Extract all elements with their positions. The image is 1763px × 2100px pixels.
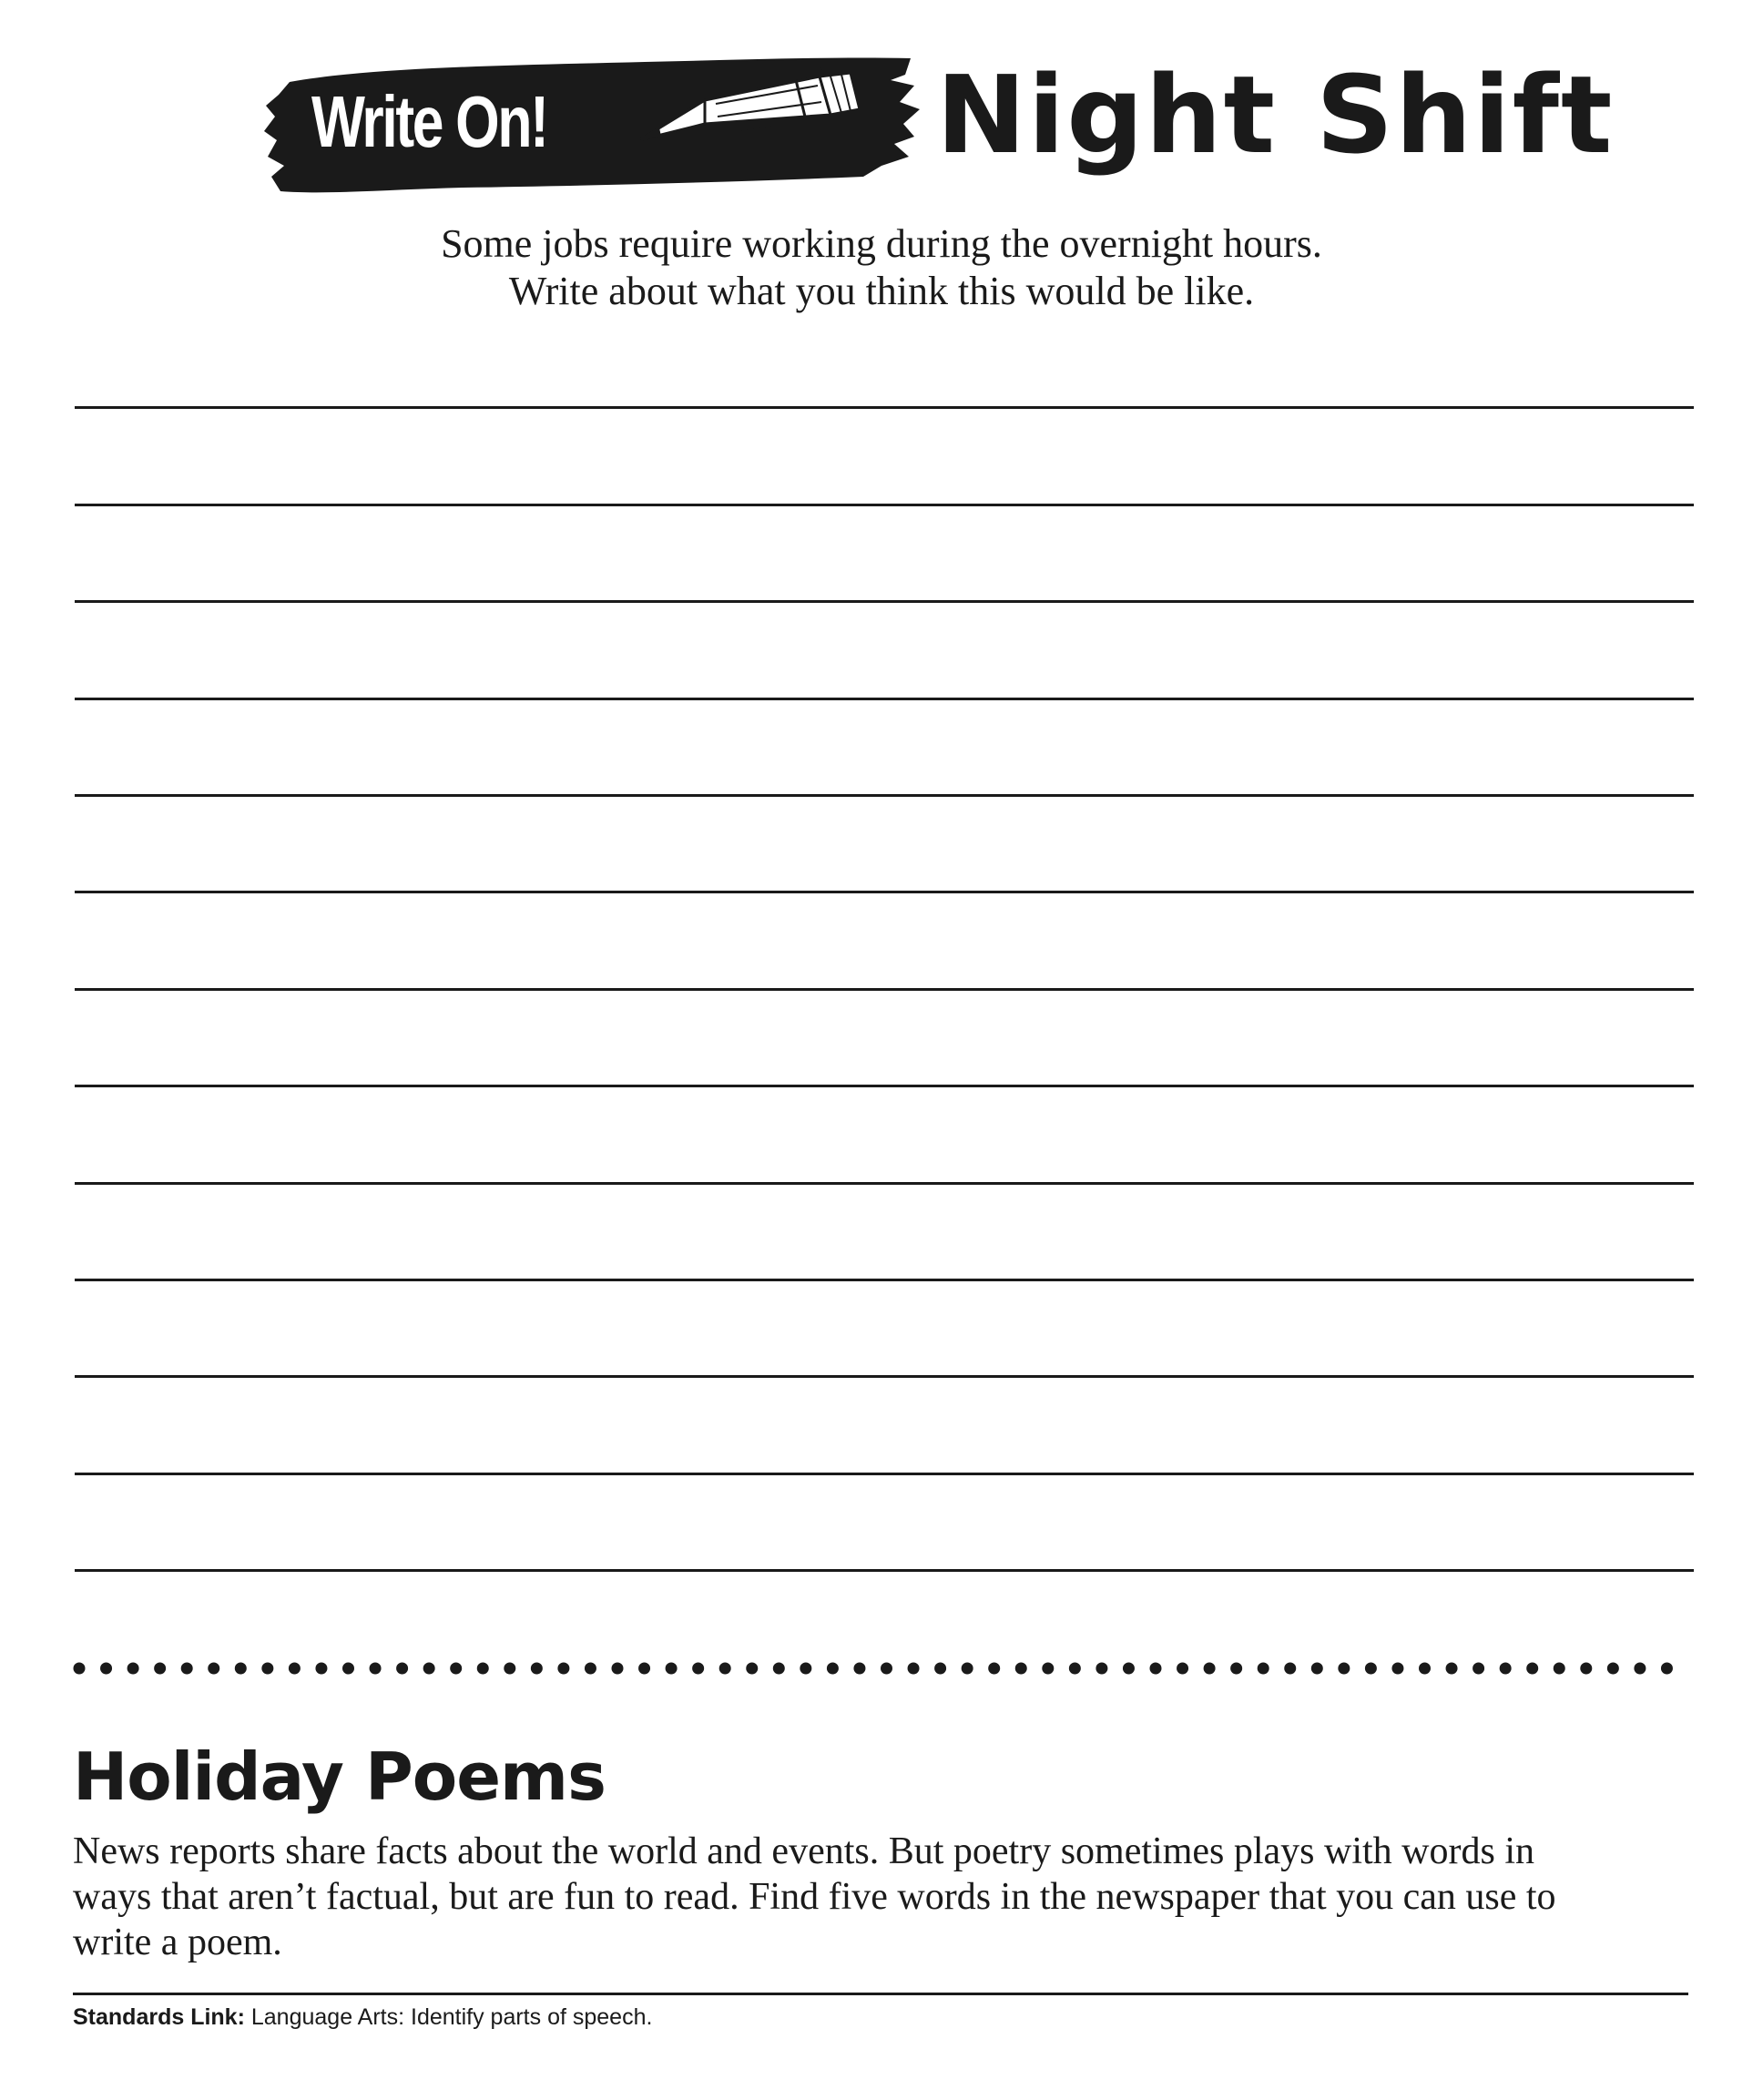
writing-line[interactable] <box>75 1569 1694 1572</box>
writing-line[interactable] <box>75 600 1694 603</box>
body-line: write a poem. <box>73 1922 282 1963</box>
standards-label: Standards Link: <box>73 2004 245 2030</box>
body-line: News reports share facts about the world and events. But poetry sometimes plays with words in <box>73 1830 1535 1872</box>
dotted-divider <box>73 1659 1699 1677</box>
page-title: Night Shift <box>936 52 1615 178</box>
standards-link <box>73 2003 652 2031</box>
logo-text: Write On! <box>311 81 547 162</box>
writing-line[interactable] <box>75 1182 1694 1185</box>
writing-line[interactable] <box>75 1375 1694 1378</box>
writing-line[interactable] <box>75 504 1694 506</box>
writing-line[interactable] <box>75 698 1694 700</box>
writing-line[interactable] <box>75 1279 1694 1281</box>
writing-line[interactable] <box>75 891 1694 893</box>
section-title: Holiday Poems <box>73 1738 606 1815</box>
write-on-logo <box>262 49 925 204</box>
writing-prompt <box>0 220 1763 315</box>
footer-rule <box>73 1993 1688 1995</box>
standards-text: Language Arts: Identify parts of speech. <box>244 2004 653 2030</box>
writing-line[interactable] <box>75 406 1694 409</box>
prompt-line: Some jobs require working during the overnight hours. <box>441 221 1322 266</box>
writing-line[interactable] <box>75 794 1694 797</box>
prompt-line: Write about what you think this would be like. <box>508 269 1255 313</box>
section-body <box>73 1829 1712 1965</box>
writing-line[interactable] <box>75 1085 1694 1087</box>
writing-line[interactable] <box>75 1473 1694 1475</box>
writing-line[interactable] <box>75 988 1694 991</box>
body-line: ways that aren’t factual, but are fun to read. Find five words in the newspaper that you can use to <box>73 1876 1556 1918</box>
